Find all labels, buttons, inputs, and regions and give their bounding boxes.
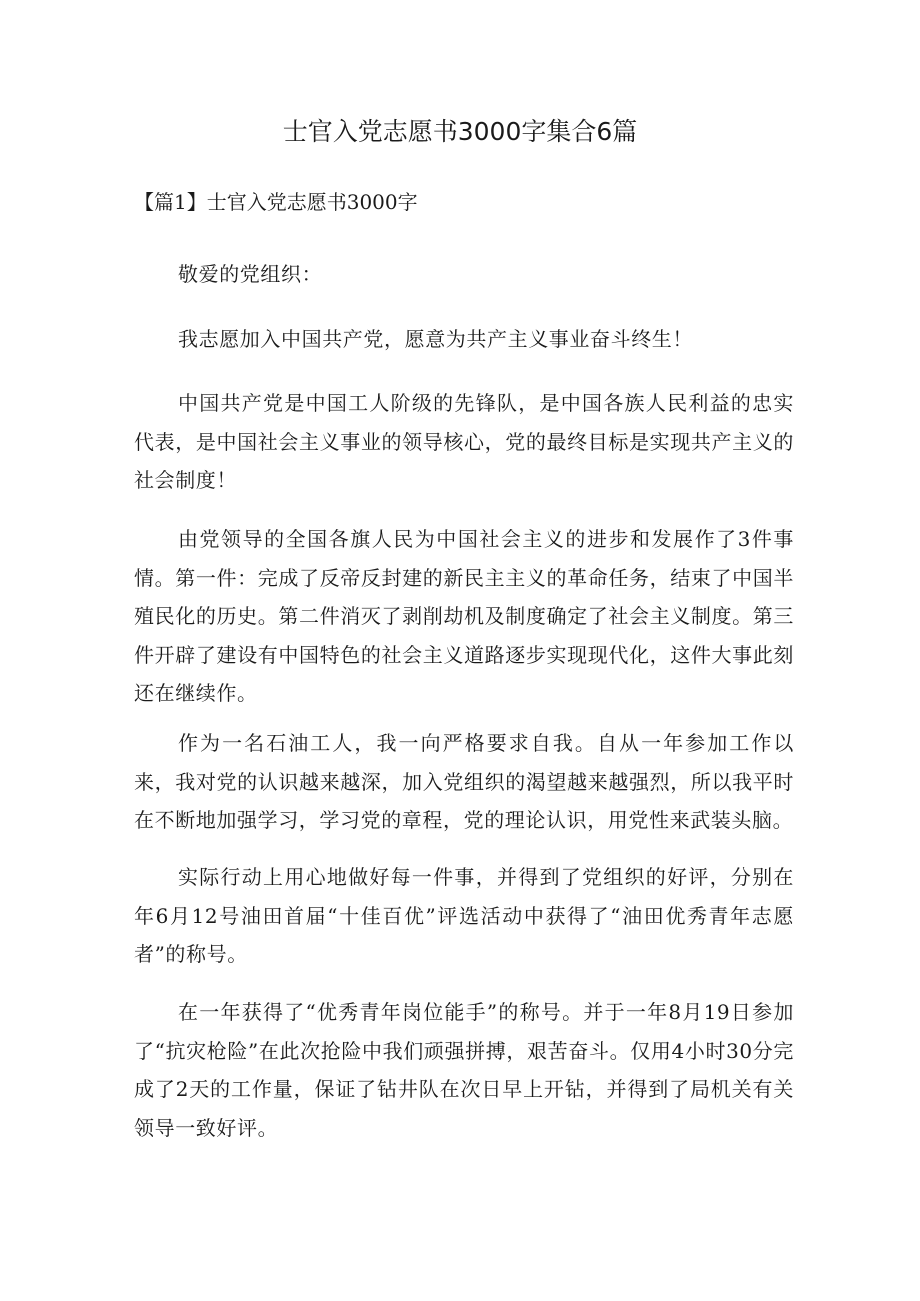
paragraph-6: 在一年获得了“优秀青年岗位能手”的称号。并于一年8月19日参加了“抗灾枪险”在此次抢险中我们顽强拼搏，艰苦奋斗。仅用4小时30分完成了2天的工作量，保证了钻井队在次日早上开钻，并得到了局机关有关领导一致好评。 <box>134 1000 794 1140</box>
paragraph-5: 实际行动上用心地做好每一件事，并得到了党组织的好评，分别在年6月12号油田首届“十佳百优”评选活动中获得了“油田优秀青年志愿者”的称号。 <box>134 865 794 966</box>
paragraph-2: 中国共产党是中国工人阶级的先锋队，是中国各族人民利益的忠实代表，是中国社会主义事业的领导核心，党的最终目标是实现共产主义的社会制度！ <box>134 391 794 492</box>
greeting: 敬爱的党组织： <box>178 262 323 286</box>
paragraph-3: 由党领导的全国各旗人民为中国社会主义的进步和发展作了3件事情。第一件：完成了反帝反封建的新民主主义的革命任务，结束了中国半殖民化的历史。第二件消灭了剥削劫机及制度确定了社会主义制度。第三件开辟了建设有中国特色的社会主义道路逐步实现现代化，这件大事此刻还在继续作。 <box>134 527 794 705</box>
section-heading: 【篇1】士官入党志愿书3000字 <box>134 190 418 214</box>
paragraph-4: 作为一名石油工人，我一向严格要求自我。自从一年参加工作以来，我对党的认识越来越深，加入党组织的渴望越来越强烈，所以我平时在不断地加强学习，学习党的章程，党的理论认识，用党性来武装头脑。 <box>134 731 794 832</box>
document-title: 士官入党志愿书3000字集合6篇 <box>282 117 638 146</box>
paragraph-1: 我志愿加入中国共产党，愿意为共产主义事业奋斗终生！ <box>178 327 693 351</box>
